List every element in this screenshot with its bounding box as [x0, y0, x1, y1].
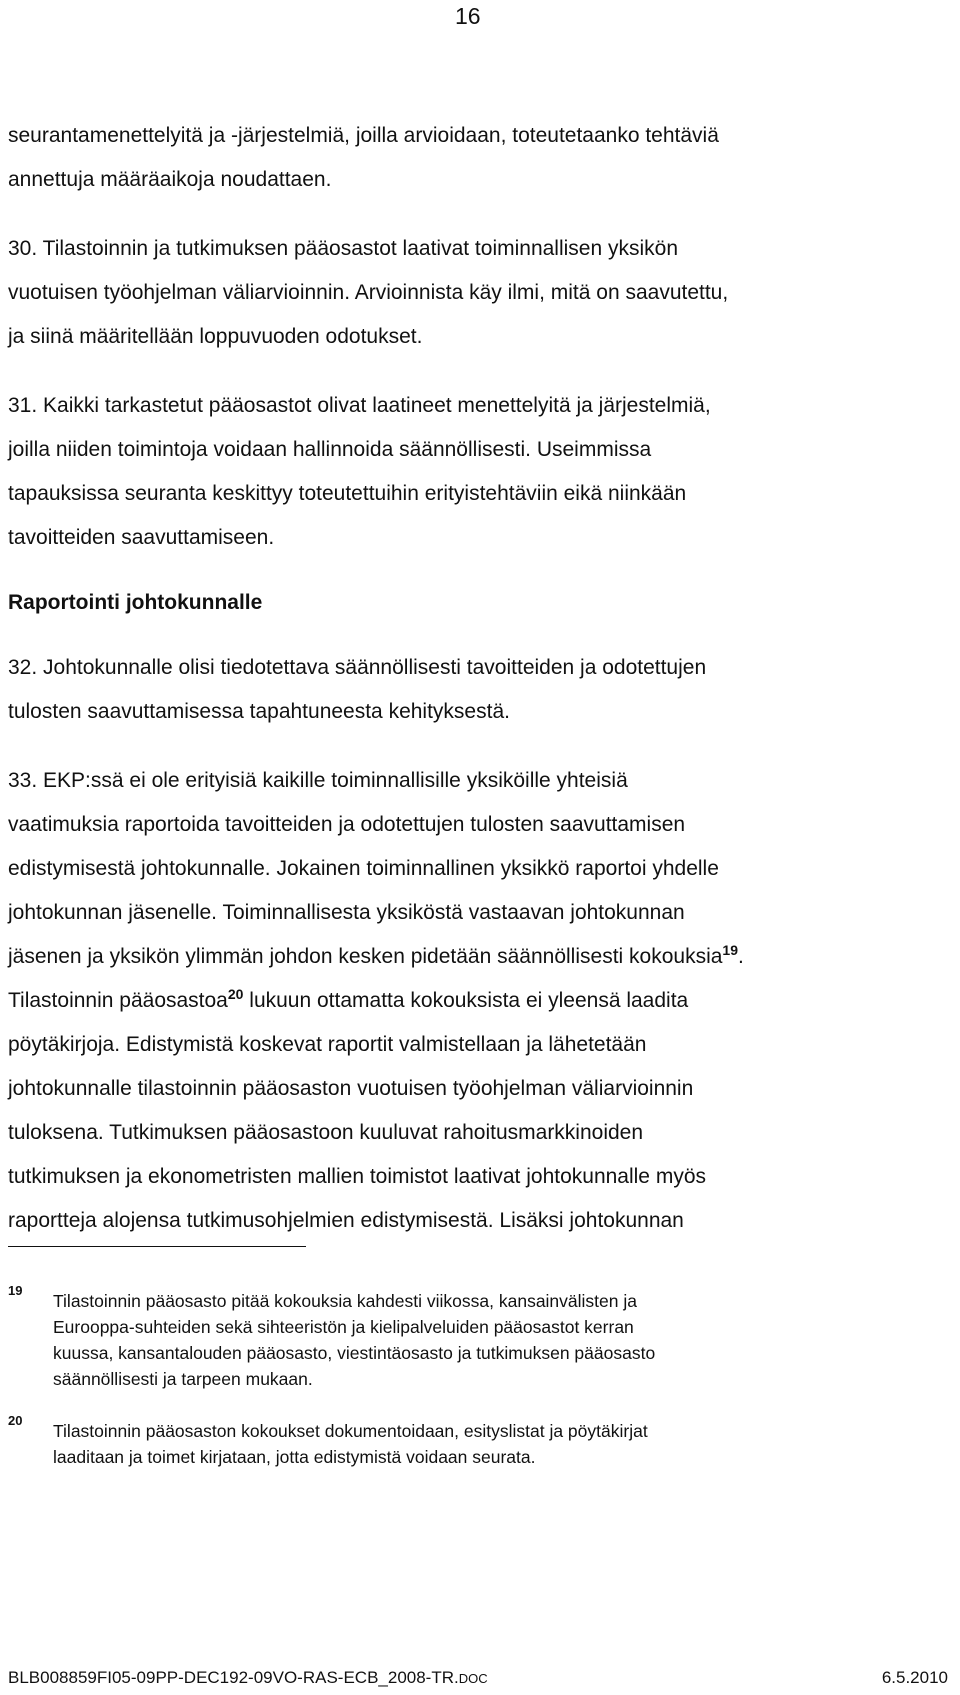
- text-segment: jäsenen ja yksikön ylimmän johdon kesken pidetään säännöllisesti kokouksia: [8, 945, 723, 968]
- paragraph-33: [8, 759, 958, 1243]
- paragraph-31: [8, 384, 958, 560]
- text-line: 31. Kaikki tarkastetut pääosastot olivat laatineet menettelyitä ja järjestelmiä,: [8, 394, 711, 417]
- text-line: Eurooppa-suhteiden sekä sihteeristön ja kielipalveluiden pääosastot kerran: [53, 1317, 634, 1337]
- text-segment: .: [738, 945, 744, 968]
- footnote-text: [53, 1288, 655, 1392]
- text-line: vaatimuksia raportoida tavoitteiden ja odotettujen tulosten saavuttamisen: [8, 813, 686, 836]
- paragraph-continuation: [8, 114, 958, 202]
- text-line: ja siinä määritellään loppuvuoden odotukset.: [8, 325, 423, 348]
- footnote-number: 19: [8, 1283, 23, 1298]
- text-line: seurantamenettelyitä ja -järjestelmiä, joilla arvioidaan, toteutetaanko tehtäviä: [8, 124, 719, 147]
- document-name-text: BLB008859FI05-09PP-DEC192-09VO-RAS-ECB_2008-TR.: [8, 1668, 459, 1687]
- text-line: 32. Johtokunnalle olisi tiedotettava säännöllisesti tavoitteiden ja odotettujen: [8, 656, 707, 679]
- text-line: tapauksissa seuranta keskittyy toteutettuihin erityistehtäviin eikä niinkään: [8, 482, 687, 505]
- text-line: tulosten saavuttamisessa tapahtuneesta kehityksestä.: [8, 700, 510, 723]
- footnote-ref-19[interactable]: 19: [722, 942, 738, 958]
- text-line: tuloksena. Tutkimuksen pääosastoon kuuluvat rahoitusmarkkinoiden: [8, 1121, 644, 1144]
- text-line: säännöllisesti ja tarpeen mukaan.: [53, 1369, 313, 1389]
- text-line: vuotuisen työohjelman väliarvioinnin. Arvioinnista käy ilmi, mitä on saavutettu,: [8, 281, 729, 304]
- text-line: tutkimuksen ja ekonometristen mallien toimistot laativat johtokunnalle myös: [8, 1165, 706, 1188]
- text-line: johtokunnan jäsenelle. Toiminnallisesta yksiköstä vastaavan johtokunnan: [8, 901, 685, 924]
- text-segment: Tilastoinnin pääosastoa: [8, 989, 228, 1012]
- text-line: 30. Tilastoinnin ja tutkimuksen pääosastot laativat toiminnallisen yksikön: [8, 237, 679, 260]
- text-line: joilla niiden toimintoja voidaan hallinnoida säännöllisesti. Useimmissa: [8, 438, 652, 461]
- text-line: Tilastoinnin pääosaston kokoukset dokumentoidaan, esityslistat ja pöytäkirjat: [53, 1421, 648, 1441]
- text-line: laaditaan ja toimet kirjataan, jotta edistymistä voidaan seurata.: [53, 1447, 536, 1467]
- document-date: 6.5.2010: [881, 1668, 948, 1687]
- section-heading: Raportointi johtokunnalle: [8, 591, 263, 614]
- text-line: [8, 935, 958, 979]
- paragraph-30: [8, 227, 958, 359]
- text-line: pöytäkirjoja. Edistymistä koskevat raportit valmistellaan ja lähetetään: [8, 1033, 647, 1056]
- footnote-ref-20[interactable]: 20: [227, 986, 244, 1002]
- text-line: raportteja alojensa tutkimusohjelmien edistymisestä. Lisäksi johtokunnan: [8, 1209, 684, 1232]
- paragraph-32: [8, 646, 958, 734]
- text-line: edistymisestä johtokunnalle. Jokainen toiminnallinen yksikkö raportoi yhdelle: [8, 857, 719, 880]
- footnote-number: 20: [8, 1413, 23, 1428]
- document-extension: DOC: [458, 1671, 488, 1686]
- text-line: annettuja määräaikoja noudattaen.: [8, 168, 332, 191]
- text-line: kuussa, kansantalouden pääosasto, viestintäosasto ja tutkimuksen pääosasto: [53, 1343, 656, 1363]
- text-line: Tilastoinnin pääosasto pitää kokouksia kahdesti viikossa, kansainvälisten ja: [53, 1291, 637, 1311]
- text-segment: lukuun ottamatta kokouksista ei yleensä laadita: [243, 989, 689, 1012]
- footnote-separator: [8, 1246, 306, 1247]
- text-line: 33. EKP:ssä ei ole erityisiä kaikille toiminnallisille yksiköille yhteisiä: [8, 769, 628, 792]
- document-filename: [8, 1667, 488, 1690]
- text-line: [8, 979, 958, 1023]
- footnote-text: [53, 1418, 648, 1470]
- text-line: johtokunnalle tilastoinnin pääosaston vuotuisen työohjelman väliarvioinnin: [8, 1077, 694, 1100]
- page-number: 16: [455, 3, 481, 29]
- text-line: tavoitteiden saavuttamiseen.: [8, 526, 275, 549]
- main-text: [8, 114, 958, 1243]
